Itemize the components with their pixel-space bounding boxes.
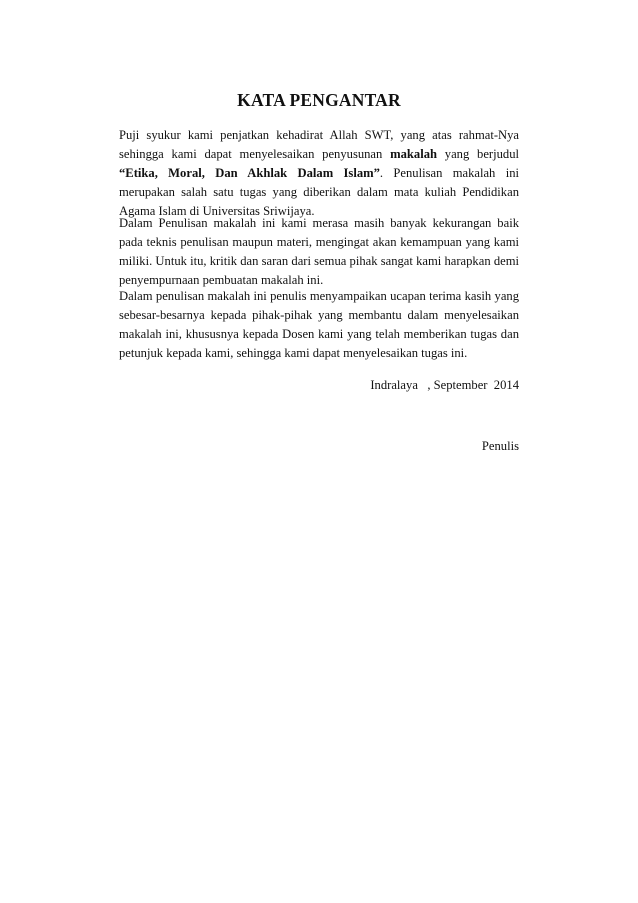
page-title: KATA PENGANTAR [237,90,401,110]
paragraph-thanks: Dalam penulisan makalah ini penulis menyampaikan ucapan terima kasih yang sebesar-besarnya kepada pihak-pihak yang membantu dalam menyelesaikan makalah ini, khususnya kepada Dosen kami yang telah memberikan tugas dan petunjuk kepada kami, sehingga kami dapat menyelesaikan tugas ini. [119,289,519,361]
paper-title: “Etika, Moral, Dan Akhlak Dalam Islam” [119,166,380,181]
paragraph-opening-text-end: . Penulisan makalah ini merupakan salah satu tugas yang diberikan dalam mata kuliah Pendidikan Agama Islam di Universitas Sriwijaya. [119,166,519,219]
paragraph-shortcomings: Dalam Penulisan makalah ini kami merasa masih banyak kekurangan baik pada teknis penulisan maupun materi, mengingat akan kemampuan yang kami miliki. Untuk itu, kritik dan saran dari semua pihak sangat kami harapkan demi penyempurnaan pembuatan makalah ini. [119,216,519,288]
bold-word-makalah: makalah [390,147,437,162]
paragraph-opening-text-mid: yang berjudul [437,147,520,162]
paragraph-opening-text-start: Puji syukur kami penjatkan kehadirat Allah SWT, yang atas rahmat-Nya sehingga kami dapat menyelesaikan penyusunan [119,128,519,162]
paragraph-opening [119,126,519,221]
place-date: Indralaya , September 2014 [370,378,519,392]
signer-name: Penulis [481,439,519,453]
